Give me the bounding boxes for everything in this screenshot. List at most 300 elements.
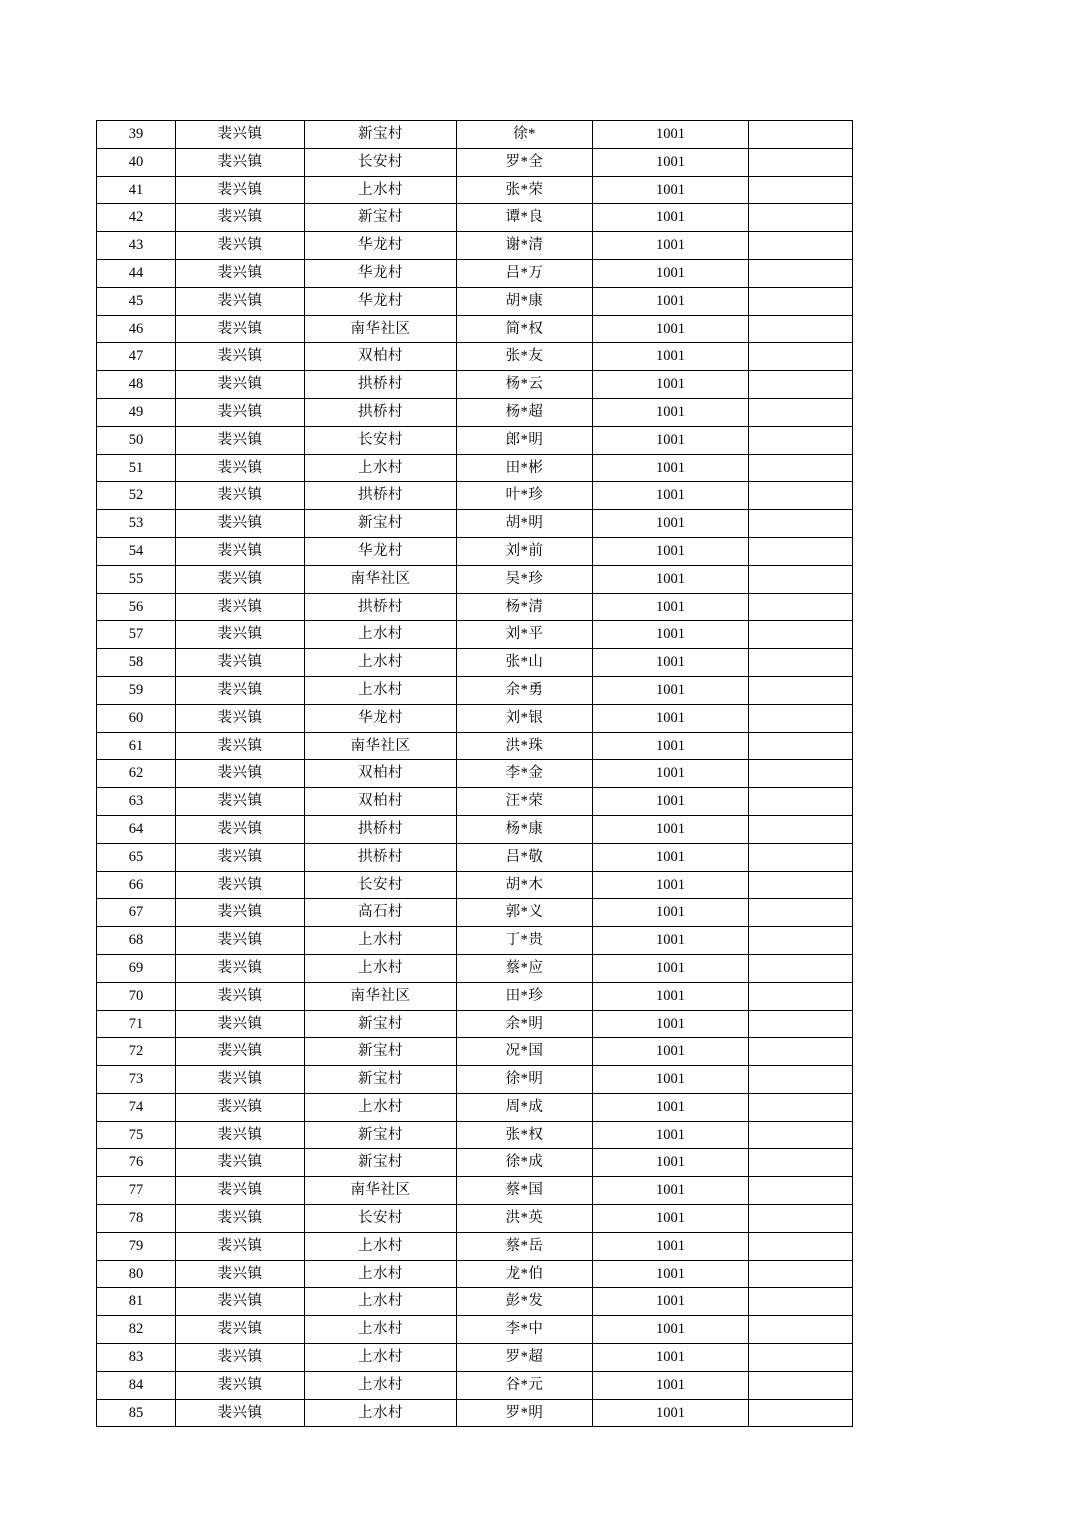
cell-index: 84 — [97, 1371, 176, 1399]
cell-town: 裴兴镇 — [176, 760, 305, 788]
cell-name: 龙*伯 — [457, 1260, 593, 1288]
table-row — [97, 287, 853, 315]
cell-note — [749, 1399, 853, 1427]
cell-name: 张*友 — [457, 343, 593, 371]
cell-index: 64 — [97, 815, 176, 843]
cell-name: 蔡*国 — [457, 1177, 593, 1205]
cell-village: 拱桥村 — [305, 593, 457, 621]
cell-index: 43 — [97, 232, 176, 260]
table-row — [97, 1316, 853, 1344]
table-row — [97, 482, 853, 510]
cell-name: 胡*明 — [457, 510, 593, 538]
table-row — [97, 232, 853, 260]
cell-index: 40 — [97, 148, 176, 176]
table-row — [97, 954, 853, 982]
cell-note — [749, 371, 853, 399]
cell-village: 拱桥村 — [305, 398, 457, 426]
cell-village: 上水村 — [305, 1093, 457, 1121]
cell-town: 裴兴镇 — [176, 176, 305, 204]
table-row — [97, 843, 853, 871]
cell-index: 85 — [97, 1399, 176, 1427]
cell-code: 1001 — [593, 121, 749, 149]
cell-town: 裴兴镇 — [176, 1260, 305, 1288]
cell-village: 长安村 — [305, 148, 457, 176]
cell-name: 况*国 — [457, 1038, 593, 1066]
cell-code: 1001 — [593, 537, 749, 565]
table-row — [97, 1399, 853, 1427]
cell-town: 裴兴镇 — [176, 1066, 305, 1094]
cell-town: 裴兴镇 — [176, 454, 305, 482]
cell-note — [749, 1010, 853, 1038]
cell-name: 张*山 — [457, 649, 593, 677]
cell-code: 1001 — [593, 815, 749, 843]
cell-village: 新宝村 — [305, 1121, 457, 1149]
cell-index: 57 — [97, 621, 176, 649]
cell-index: 61 — [97, 732, 176, 760]
cell-name: 田*珍 — [457, 982, 593, 1010]
cell-town: 裴兴镇 — [176, 315, 305, 343]
cell-name: 吕*万 — [457, 259, 593, 287]
table-row — [97, 148, 853, 176]
table-row — [97, 1177, 853, 1205]
cell-village: 长安村 — [305, 1205, 457, 1233]
cell-code: 1001 — [593, 1066, 749, 1094]
cell-name: 李*金 — [457, 760, 593, 788]
cell-code: 1001 — [593, 510, 749, 538]
cell-town: 裴兴镇 — [176, 1399, 305, 1427]
cell-town: 裴兴镇 — [176, 843, 305, 871]
cell-town: 裴兴镇 — [176, 204, 305, 232]
table-row — [97, 1038, 853, 1066]
cell-note — [749, 482, 853, 510]
cell-town: 裴兴镇 — [176, 1344, 305, 1372]
cell-village: 上水村 — [305, 621, 457, 649]
cell-code: 1001 — [593, 232, 749, 260]
cell-village: 新宝村 — [305, 510, 457, 538]
cell-note — [749, 398, 853, 426]
cell-village: 新宝村 — [305, 121, 457, 149]
cell-index: 62 — [97, 760, 176, 788]
cell-index: 65 — [97, 843, 176, 871]
cell-town: 裴兴镇 — [176, 954, 305, 982]
table-row — [97, 121, 853, 149]
cell-village: 拱桥村 — [305, 371, 457, 399]
table-row — [97, 815, 853, 843]
cell-code: 1001 — [593, 1205, 749, 1233]
cell-name: 刘*前 — [457, 537, 593, 565]
cell-village: 上水村 — [305, 454, 457, 482]
cell-name: 谭*良 — [457, 204, 593, 232]
cell-index: 44 — [97, 259, 176, 287]
cell-village: 拱桥村 — [305, 843, 457, 871]
cell-note — [749, 704, 853, 732]
cell-village: 双柏村 — [305, 343, 457, 371]
cell-village: 华龙村 — [305, 287, 457, 315]
cell-code: 1001 — [593, 482, 749, 510]
cell-name: 徐* — [457, 121, 593, 149]
cell-village: 上水村 — [305, 1316, 457, 1344]
cell-note — [749, 1177, 853, 1205]
cell-village: 双柏村 — [305, 760, 457, 788]
cell-town: 裴兴镇 — [176, 927, 305, 955]
cell-code: 1001 — [593, 398, 749, 426]
cell-code: 1001 — [593, 287, 749, 315]
cell-code: 1001 — [593, 704, 749, 732]
cell-note — [749, 788, 853, 816]
table-row — [97, 1149, 853, 1177]
cell-town: 裴兴镇 — [176, 982, 305, 1010]
cell-note — [749, 204, 853, 232]
cell-index: 83 — [97, 1344, 176, 1372]
cell-town: 裴兴镇 — [176, 232, 305, 260]
cell-code: 1001 — [593, 927, 749, 955]
cell-village: 新宝村 — [305, 204, 457, 232]
cell-note — [749, 287, 853, 315]
cell-index: 41 — [97, 176, 176, 204]
table-row — [97, 732, 853, 760]
cell-village: 南华社区 — [305, 1177, 457, 1205]
cell-index: 55 — [97, 565, 176, 593]
cell-index: 68 — [97, 927, 176, 955]
cell-town: 裴兴镇 — [176, 1371, 305, 1399]
cell-name: 简*权 — [457, 315, 593, 343]
cell-note — [749, 927, 853, 955]
cell-name: 余*勇 — [457, 676, 593, 704]
cell-note — [749, 510, 853, 538]
table-row — [97, 621, 853, 649]
cell-index: 39 — [97, 121, 176, 149]
cell-index: 79 — [97, 1232, 176, 1260]
cell-name: 刘*银 — [457, 704, 593, 732]
table-row — [97, 1093, 853, 1121]
cell-index: 73 — [97, 1066, 176, 1094]
cell-town: 裴兴镇 — [176, 704, 305, 732]
cell-code: 1001 — [593, 899, 749, 927]
cell-note — [749, 1232, 853, 1260]
cell-name: 杨*康 — [457, 815, 593, 843]
table-row — [97, 927, 853, 955]
cell-village: 南华社区 — [305, 732, 457, 760]
cell-index: 67 — [97, 899, 176, 927]
cell-village: 上水村 — [305, 1399, 457, 1427]
cell-town: 裴兴镇 — [176, 788, 305, 816]
cell-town: 裴兴镇 — [176, 1010, 305, 1038]
cell-index: 81 — [97, 1288, 176, 1316]
cell-town: 裴兴镇 — [176, 343, 305, 371]
table-row — [97, 259, 853, 287]
table-row — [97, 1121, 853, 1149]
table-body — [97, 121, 853, 1427]
cell-note — [749, 121, 853, 149]
cell-code: 1001 — [593, 176, 749, 204]
cell-code: 1001 — [593, 593, 749, 621]
cell-note — [749, 315, 853, 343]
table-row — [97, 1260, 853, 1288]
table-row — [97, 176, 853, 204]
cell-village: 新宝村 — [305, 1066, 457, 1094]
cell-code: 1001 — [593, 1038, 749, 1066]
cell-code: 1001 — [593, 343, 749, 371]
cell-town: 裴兴镇 — [176, 593, 305, 621]
cell-note — [749, 649, 853, 677]
table-row — [97, 1066, 853, 1094]
cell-note — [749, 426, 853, 454]
cell-index: 76 — [97, 1149, 176, 1177]
cell-town: 裴兴镇 — [176, 426, 305, 454]
cell-town: 裴兴镇 — [176, 1149, 305, 1177]
cell-code: 1001 — [593, 954, 749, 982]
cell-town: 裴兴镇 — [176, 621, 305, 649]
cell-name: 谷*元 — [457, 1371, 593, 1399]
cell-code: 1001 — [593, 1344, 749, 1372]
cell-village: 上水村 — [305, 1344, 457, 1372]
cell-town: 裴兴镇 — [176, 1177, 305, 1205]
cell-name: 郎*明 — [457, 426, 593, 454]
cell-note — [749, 259, 853, 287]
table-row — [97, 593, 853, 621]
cell-index: 52 — [97, 482, 176, 510]
cell-note — [749, 176, 853, 204]
cell-town: 裴兴镇 — [176, 1093, 305, 1121]
cell-name: 张*荣 — [457, 176, 593, 204]
table-row — [97, 204, 853, 232]
cell-code: 1001 — [593, 1260, 749, 1288]
cell-town: 裴兴镇 — [176, 482, 305, 510]
cell-code: 1001 — [593, 843, 749, 871]
cell-code: 1001 — [593, 621, 749, 649]
table-row — [97, 871, 853, 899]
cell-note — [749, 343, 853, 371]
cell-index: 80 — [97, 1260, 176, 1288]
table-row — [97, 760, 853, 788]
cell-town: 裴兴镇 — [176, 732, 305, 760]
cell-note — [749, 815, 853, 843]
cell-name: 吕*敬 — [457, 843, 593, 871]
cell-note — [749, 732, 853, 760]
cell-name: 彭*发 — [457, 1288, 593, 1316]
cell-note — [749, 954, 853, 982]
cell-village: 华龙村 — [305, 537, 457, 565]
cell-code: 1001 — [593, 676, 749, 704]
cell-name: 张*权 — [457, 1121, 593, 1149]
cell-index: 53 — [97, 510, 176, 538]
cell-village: 上水村 — [305, 1260, 457, 1288]
cell-village: 南华社区 — [305, 565, 457, 593]
cell-index: 77 — [97, 1177, 176, 1205]
cell-code: 1001 — [593, 1010, 749, 1038]
cell-town: 裴兴镇 — [176, 371, 305, 399]
table-container — [96, 120, 846, 1427]
cell-code: 1001 — [593, 1177, 749, 1205]
cell-code: 1001 — [593, 565, 749, 593]
cell-note — [749, 1316, 853, 1344]
cell-index: 59 — [97, 676, 176, 704]
cell-town: 裴兴镇 — [176, 148, 305, 176]
cell-town: 裴兴镇 — [176, 649, 305, 677]
cell-town: 裴兴镇 — [176, 259, 305, 287]
cell-town: 裴兴镇 — [176, 565, 305, 593]
cell-index: 58 — [97, 649, 176, 677]
cell-note — [749, 148, 853, 176]
cell-index: 63 — [97, 788, 176, 816]
cell-name: 叶*珍 — [457, 482, 593, 510]
cell-village: 高石村 — [305, 899, 457, 927]
cell-village: 新宝村 — [305, 1038, 457, 1066]
cell-name: 胡*康 — [457, 287, 593, 315]
roster-table — [96, 120, 853, 1427]
cell-village: 华龙村 — [305, 704, 457, 732]
table-row — [97, 371, 853, 399]
cell-note — [749, 232, 853, 260]
cell-name: 杨*超 — [457, 398, 593, 426]
cell-village: 南华社区 — [305, 982, 457, 1010]
cell-index: 54 — [97, 537, 176, 565]
cell-index: 42 — [97, 204, 176, 232]
cell-town: 裴兴镇 — [176, 537, 305, 565]
table-row — [97, 649, 853, 677]
cell-town: 裴兴镇 — [176, 1205, 305, 1233]
cell-code: 1001 — [593, 204, 749, 232]
cell-code: 1001 — [593, 1399, 749, 1427]
cell-name: 汪*荣 — [457, 788, 593, 816]
cell-name: 刘*平 — [457, 621, 593, 649]
cell-name: 丁*贵 — [457, 927, 593, 955]
cell-index: 71 — [97, 1010, 176, 1038]
cell-index: 56 — [97, 593, 176, 621]
cell-town: 裴兴镇 — [176, 899, 305, 927]
cell-code: 1001 — [593, 1149, 749, 1177]
cell-code: 1001 — [593, 732, 749, 760]
cell-code: 1001 — [593, 454, 749, 482]
cell-index: 75 — [97, 1121, 176, 1149]
cell-name: 郭*义 — [457, 899, 593, 927]
table-row — [97, 426, 853, 454]
cell-village: 上水村 — [305, 927, 457, 955]
table-row — [97, 676, 853, 704]
cell-note — [749, 537, 853, 565]
cell-village: 新宝村 — [305, 1010, 457, 1038]
cell-note — [749, 1288, 853, 1316]
cell-name: 蔡*岳 — [457, 1232, 593, 1260]
cell-code: 1001 — [593, 148, 749, 176]
cell-town: 裴兴镇 — [176, 676, 305, 704]
cell-village: 拱桥村 — [305, 815, 457, 843]
cell-note — [749, 593, 853, 621]
table-row — [97, 704, 853, 732]
cell-note — [749, 1371, 853, 1399]
cell-index: 72 — [97, 1038, 176, 1066]
table-row — [97, 1371, 853, 1399]
cell-name: 徐*明 — [457, 1066, 593, 1094]
cell-village: 双柏村 — [305, 788, 457, 816]
cell-code: 1001 — [593, 371, 749, 399]
cell-town: 裴兴镇 — [176, 815, 305, 843]
cell-code: 1001 — [593, 1288, 749, 1316]
cell-town: 裴兴镇 — [176, 1316, 305, 1344]
cell-code: 1001 — [593, 1232, 749, 1260]
cell-note — [749, 676, 853, 704]
cell-name: 罗*全 — [457, 148, 593, 176]
cell-code: 1001 — [593, 982, 749, 1010]
cell-name: 田*彬 — [457, 454, 593, 482]
cell-village: 长安村 — [305, 426, 457, 454]
table-row — [97, 565, 853, 593]
cell-name: 罗*超 — [457, 1344, 593, 1372]
cell-index: 45 — [97, 287, 176, 315]
cell-note — [749, 565, 853, 593]
cell-village: 上水村 — [305, 1371, 457, 1399]
cell-town: 裴兴镇 — [176, 1232, 305, 1260]
cell-town: 裴兴镇 — [176, 1288, 305, 1316]
cell-name: 杨*云 — [457, 371, 593, 399]
table-row — [97, 1010, 853, 1038]
cell-note — [749, 1205, 853, 1233]
cell-note — [749, 621, 853, 649]
table-row — [97, 398, 853, 426]
table-row — [97, 1205, 853, 1233]
cell-note — [749, 843, 853, 871]
cell-index: 47 — [97, 343, 176, 371]
cell-village: 华龙村 — [305, 259, 457, 287]
cell-village: 长安村 — [305, 871, 457, 899]
cell-code: 1001 — [593, 649, 749, 677]
cell-code: 1001 — [593, 426, 749, 454]
cell-name: 徐*成 — [457, 1149, 593, 1177]
cell-name: 吴*珍 — [457, 565, 593, 593]
cell-town: 裴兴镇 — [176, 510, 305, 538]
cell-town: 裴兴镇 — [176, 871, 305, 899]
cell-name: 胡*木 — [457, 871, 593, 899]
cell-note — [749, 1066, 853, 1094]
cell-index: 49 — [97, 398, 176, 426]
table-row — [97, 1232, 853, 1260]
cell-index: 51 — [97, 454, 176, 482]
table-row — [97, 788, 853, 816]
cell-name: 杨*清 — [457, 593, 593, 621]
cell-name: 蔡*应 — [457, 954, 593, 982]
cell-village: 南华社区 — [305, 315, 457, 343]
cell-town: 裴兴镇 — [176, 1038, 305, 1066]
cell-name: 洪*珠 — [457, 732, 593, 760]
cell-index: 82 — [97, 1316, 176, 1344]
cell-town: 裴兴镇 — [176, 287, 305, 315]
cell-town: 裴兴镇 — [176, 1121, 305, 1149]
cell-index: 46 — [97, 315, 176, 343]
table-row — [97, 982, 853, 1010]
cell-index: 60 — [97, 704, 176, 732]
cell-village: 上水村 — [305, 676, 457, 704]
cell-note — [749, 1149, 853, 1177]
cell-village: 上水村 — [305, 176, 457, 204]
cell-name: 周*成 — [457, 1093, 593, 1121]
cell-code: 1001 — [593, 1093, 749, 1121]
table-row — [97, 454, 853, 482]
cell-code: 1001 — [593, 788, 749, 816]
cell-code: 1001 — [593, 1371, 749, 1399]
table-row — [97, 899, 853, 927]
cell-code: 1001 — [593, 315, 749, 343]
cell-code: 1001 — [593, 1121, 749, 1149]
cell-note — [749, 1038, 853, 1066]
cell-index: 74 — [97, 1093, 176, 1121]
cell-note — [749, 1121, 853, 1149]
cell-name: 谢*清 — [457, 232, 593, 260]
cell-index: 50 — [97, 426, 176, 454]
cell-code: 1001 — [593, 259, 749, 287]
table-row — [97, 537, 853, 565]
cell-index: 78 — [97, 1205, 176, 1233]
cell-code: 1001 — [593, 1316, 749, 1344]
